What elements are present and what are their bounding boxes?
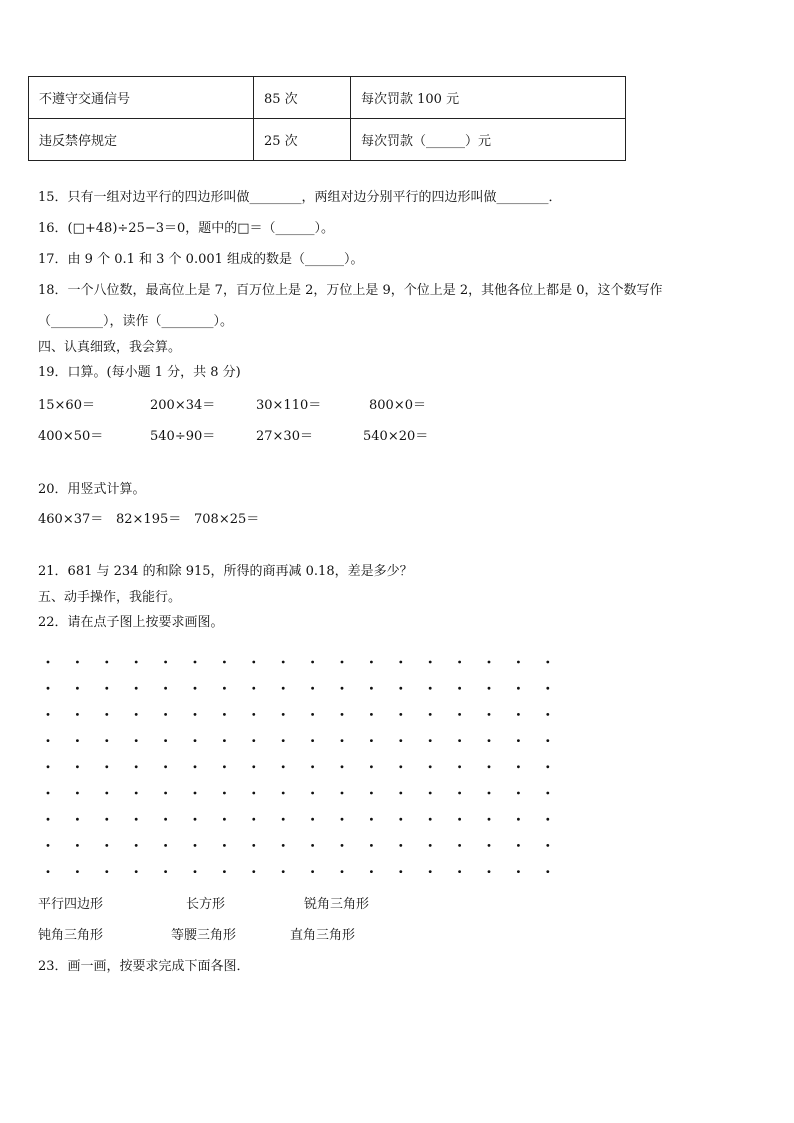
grid-dot <box>546 870 549 873</box>
grid-dot <box>223 870 226 873</box>
table-cell: 25 次 <box>254 119 351 161</box>
grid-dot <box>546 661 549 664</box>
grid-dot <box>76 661 79 664</box>
grid-dot <box>370 844 373 847</box>
table-cell: 每次罚款 100 元 <box>351 77 626 119</box>
dot-grid <box>38 652 558 876</box>
grid-dot <box>341 765 344 768</box>
grid-dot <box>76 765 79 768</box>
oral-calc-item: 400×50＝ <box>38 429 104 444</box>
grid-dot <box>105 765 108 768</box>
table-cell: 违反禁停规定 <box>29 119 254 161</box>
grid-dot <box>399 765 402 768</box>
grid-dot <box>282 713 285 716</box>
grid-dot <box>370 870 373 873</box>
grid-dot <box>76 844 79 847</box>
grid-dot <box>164 661 167 664</box>
grid-dot <box>311 661 314 664</box>
grid-dot <box>105 739 108 742</box>
question-19: 19．口算。(每小题 1 分，共 8 分) <box>38 365 241 380</box>
grid-dot <box>164 818 167 821</box>
shape-label: 平行四边形 <box>38 897 104 912</box>
grid-dot <box>517 844 520 847</box>
grid-dot <box>135 713 138 716</box>
grid-dot <box>341 870 344 873</box>
grid-dot <box>458 765 461 768</box>
grid-dot <box>370 792 373 795</box>
grid-dot <box>370 818 373 821</box>
grid-dot <box>458 818 461 821</box>
grid-dot <box>488 739 491 742</box>
grid-dot <box>341 687 344 690</box>
grid-dot <box>488 713 491 716</box>
grid-dot <box>135 661 138 664</box>
grid-dot <box>194 818 197 821</box>
grid-dot <box>517 765 520 768</box>
grid-dot <box>135 739 138 742</box>
grid-dot <box>252 792 255 795</box>
grid-dot <box>399 713 402 716</box>
grid-dot <box>517 739 520 742</box>
grid-dot <box>517 818 520 821</box>
grid-dot <box>76 739 79 742</box>
grid-dot <box>252 844 255 847</box>
grid-dot <box>76 713 79 716</box>
grid-dot <box>429 765 432 768</box>
grid-dot <box>76 792 79 795</box>
oral-calc-item: 30×110＝ <box>256 398 322 413</box>
grid-dot <box>458 739 461 742</box>
grid-dot <box>282 739 285 742</box>
grid-dot <box>105 661 108 664</box>
grid-dot <box>458 661 461 664</box>
grid-dot <box>311 739 314 742</box>
grid-dot <box>76 870 79 873</box>
question-16: 16．(□+48)÷25−3＝0，题中的□＝（______）。 <box>38 221 335 236</box>
grid-dot <box>458 687 461 690</box>
grid-dot <box>223 739 226 742</box>
oral-calc-item: 800×0＝ <box>369 398 426 413</box>
grid-dot <box>282 818 285 821</box>
grid-dot <box>47 739 50 742</box>
grid-dot <box>282 792 285 795</box>
grid-dot <box>311 792 314 795</box>
table-cell: 不遵守交通信号 <box>29 77 254 119</box>
section-5-heading: 五、动手操作，我能行。 <box>38 590 182 605</box>
grid-dot <box>546 792 549 795</box>
vertical-calc-item: 82×195＝ <box>116 512 182 527</box>
shape-label: 直角三角形 <box>290 928 356 943</box>
grid-dot <box>399 792 402 795</box>
grid-dot <box>311 844 314 847</box>
oral-calc-item: 27×30＝ <box>256 429 313 444</box>
grid-dot <box>399 844 402 847</box>
grid-dot <box>76 687 79 690</box>
grid-dot <box>517 687 520 690</box>
grid-dot <box>135 844 138 847</box>
grid-dot <box>370 687 373 690</box>
grid-dot <box>135 765 138 768</box>
grid-dot <box>370 661 373 664</box>
oral-calc-item: 540÷90＝ <box>150 429 216 444</box>
grid-dot <box>341 661 344 664</box>
grid-dot <box>194 844 197 847</box>
grid-dot <box>164 713 167 716</box>
grid-dot <box>135 870 138 873</box>
question-17: 17．由 9 个 0.1 和 3 个 0.001 组成的数是（______）。 <box>38 252 364 267</box>
grid-dot <box>546 765 549 768</box>
grid-dot <box>341 739 344 742</box>
grid-dot <box>488 844 491 847</box>
grid-dot <box>488 687 491 690</box>
question-22: 22．请在点子图上按要求画图。 <box>38 615 224 630</box>
grid-dot <box>105 687 108 690</box>
grid-dot <box>517 870 520 873</box>
grid-dot <box>47 661 50 664</box>
grid-dot <box>399 818 402 821</box>
grid-dot <box>194 870 197 873</box>
oral-calc-item: 540×20＝ <box>363 429 429 444</box>
grid-dot <box>252 661 255 664</box>
grid-dot <box>47 713 50 716</box>
grid-dot <box>135 792 138 795</box>
question-23: 23．画一画，按要求完成下面各图． <box>38 959 250 974</box>
grid-dot <box>517 792 520 795</box>
grid-dot <box>458 870 461 873</box>
grid-dot <box>370 765 373 768</box>
shape-label: 等腰三角形 <box>171 928 237 943</box>
grid-dot <box>252 687 255 690</box>
grid-dot <box>282 765 285 768</box>
oral-calc-item: 200×34＝ <box>150 398 216 413</box>
grid-dot <box>311 713 314 716</box>
grid-dot <box>105 818 108 821</box>
grid-dot <box>252 765 255 768</box>
grid-dot <box>370 713 373 716</box>
oral-calc-item: 15×60＝ <box>38 398 95 413</box>
grid-dot <box>399 661 402 664</box>
section-4-heading: 四、认真细致，我会算。 <box>38 340 182 355</box>
grid-dot <box>399 870 402 873</box>
grid-dot <box>223 661 226 664</box>
grid-dot <box>223 844 226 847</box>
grid-dot <box>546 687 549 690</box>
question-21: 21．681 与 234 的和除 915，所得的商再减 0.18，差是多少？ <box>38 564 413 579</box>
grid-dot <box>223 792 226 795</box>
grid-dot <box>517 661 520 664</box>
grid-dot <box>488 661 491 664</box>
grid-dot <box>488 818 491 821</box>
grid-dot <box>105 844 108 847</box>
grid-dot <box>47 792 50 795</box>
grid-dot <box>164 687 167 690</box>
grid-dot <box>429 870 432 873</box>
grid-dot <box>429 739 432 742</box>
grid-dot <box>194 713 197 716</box>
grid-dot <box>252 870 255 873</box>
vertical-calc-item: 708×25＝ <box>194 512 260 527</box>
grid-dot <box>488 792 491 795</box>
question-18-line-1: 18．一个八位数，最高位上是 7，百万位上是 2，万位上是 9，个位上是 2，其他各位上都是 0，这个数写作 <box>38 283 663 298</box>
grid-dot <box>517 713 520 716</box>
table-row <box>29 119 626 161</box>
question-18-line-2: （________），读作（________）。 <box>38 314 234 329</box>
grid-dot <box>223 818 226 821</box>
grid-dot <box>282 687 285 690</box>
grid-dot <box>194 792 197 795</box>
grid-dot <box>341 713 344 716</box>
shape-label: 钝角三角形 <box>38 928 104 943</box>
grid-dot <box>488 765 491 768</box>
question-15: 15．只有一组对边平行的四边形叫做________，两组对边分别平行的四边形叫做________． <box>38 190 562 205</box>
grid-dot <box>399 739 402 742</box>
grid-dot <box>546 844 549 847</box>
grid-dot <box>252 739 255 742</box>
grid-dot <box>252 818 255 821</box>
grid-dot <box>546 818 549 821</box>
grid-dot <box>370 739 373 742</box>
grid-dot <box>458 844 461 847</box>
grid-dot <box>164 739 167 742</box>
grid-dot <box>135 687 138 690</box>
table-row <box>29 77 626 119</box>
vertical-calc-item: 460×37＝ <box>38 512 104 527</box>
shape-label: 长方形 <box>186 897 226 912</box>
grid-dot <box>282 870 285 873</box>
grid-dot <box>399 687 402 690</box>
grid-dot <box>282 844 285 847</box>
grid-dot <box>341 792 344 795</box>
grid-dot <box>311 870 314 873</box>
grid-dot <box>429 687 432 690</box>
grid-dot <box>164 792 167 795</box>
fine-table <box>28 76 626 161</box>
grid-dot <box>47 765 50 768</box>
grid-dot <box>429 818 432 821</box>
grid-dot <box>47 870 50 873</box>
grid-dot <box>546 739 549 742</box>
grid-dot <box>164 844 167 847</box>
grid-dot <box>135 818 138 821</box>
grid-dot <box>341 844 344 847</box>
grid-dot <box>105 713 108 716</box>
grid-dot <box>223 687 226 690</box>
grid-dot <box>311 687 314 690</box>
grid-dot <box>282 661 285 664</box>
grid-dot <box>429 713 432 716</box>
grid-dot <box>47 818 50 821</box>
grid-dot <box>458 792 461 795</box>
grid-dot <box>194 687 197 690</box>
grid-dot <box>429 792 432 795</box>
grid-dot <box>311 818 314 821</box>
grid-dot <box>194 661 197 664</box>
table-cell: 每次罚款（______）元 <box>351 119 626 161</box>
grid-dot <box>164 765 167 768</box>
grid-dot <box>546 713 549 716</box>
table-cell: 85 次 <box>254 77 351 119</box>
grid-dot <box>223 713 226 716</box>
question-20: 20．用竖式计算。 <box>38 482 146 497</box>
grid-dot <box>105 792 108 795</box>
grid-dot <box>105 870 108 873</box>
grid-dot <box>458 713 461 716</box>
grid-dot <box>311 765 314 768</box>
grid-dot <box>194 765 197 768</box>
grid-dot <box>429 844 432 847</box>
grid-dot <box>164 870 167 873</box>
grid-dot <box>194 739 197 742</box>
shape-label: 锐角三角形 <box>304 897 370 912</box>
grid-dot <box>341 818 344 821</box>
grid-dot <box>252 713 255 716</box>
grid-dot <box>223 765 226 768</box>
grid-dot <box>47 687 50 690</box>
grid-dot <box>76 818 79 821</box>
grid-dot <box>488 870 491 873</box>
grid-dot <box>429 661 432 664</box>
grid-dot <box>47 844 50 847</box>
